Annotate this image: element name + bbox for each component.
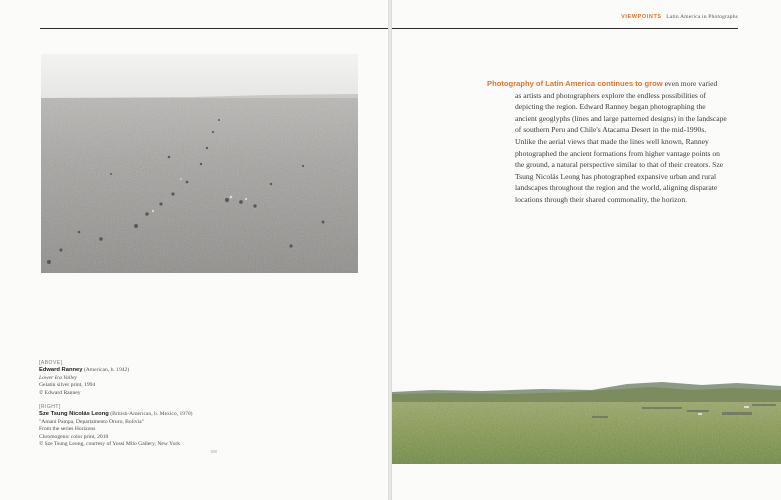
header-rule-left <box>40 28 388 29</box>
caption-label-above: [ABOVE] <box>39 360 63 366</box>
intro-line: photographed the ancient formations from higher vantage points on <box>515 148 720 158</box>
intro-line: ancient geoglyphs (lines and large patterned designs) in the landscape <box>515 113 727 123</box>
intro-line: even more varied <box>664 79 718 88</box>
intro-kicker: Photography of Latin America continues to grow <box>487 79 663 88</box>
caption-artist-above: Edward Ranney <box>39 367 83 374</box>
intro-line: Unlike the aerial views that made the lines well known, Ranney <box>515 136 709 146</box>
running-head-subject: Latin America in Photographs <box>666 14 738 20</box>
desert-landscape-photo <box>41 54 358 273</box>
intro-line: landscapes throughout the region and the world, aligning disparate <box>515 183 718 193</box>
intro-paragraph <box>487 78 741 206</box>
caption-artist-dates-above: (American, b. 1942) <box>83 367 130 374</box>
photo-captions <box>39 360 239 448</box>
caption-medium-above: Gelatin silver print, 1994 <box>39 382 96 389</box>
caption-artist-dates-right: (British-American, b. Mexico, 1970) <box>110 411 193 418</box>
desert-photo-drawing <box>41 54 358 273</box>
caption-credit-above: © Edward Ranney <box>39 389 81 396</box>
caption-title-right: "Amani Pampa, Departamento Oruro, Bolivia" <box>39 418 144 425</box>
intro-line: Tsung Nicolás Leong has photographed expansive urban and rural <box>515 171 717 181</box>
caption-artist-line-above <box>39 367 239 374</box>
running-head <box>621 14 738 20</box>
landscape-photo-drawing <box>392 380 781 464</box>
intro-line: the ground, a natural perspective similar to that of their creators. Sze <box>515 160 724 170</box>
caption-label-right: [RIGHT] <box>39 404 61 411</box>
caption-series-right: From the series Horizons <box>39 426 96 433</box>
intro-line: locations through their shared commonality, the horizon. <box>515 194 688 204</box>
header-rule-right <box>392 28 738 29</box>
caption-medium-right: Chromogenic color print, 2010 <box>39 433 109 440</box>
intro-line: of southern Peru and Chile's Atacama Desert in the mid-1990s. <box>515 125 707 135</box>
caption-credit-right: © Sze Tsung Leong, courtesy of Yossi Milo Gallery, New York <box>39 441 181 448</box>
page-number: 108 <box>210 449 217 454</box>
caption-title-above: Lower Ica Valley <box>39 374 77 381</box>
caption-artist-line-right <box>39 411 239 418</box>
intro-line-first <box>487 78 741 90</box>
running-head-section: VIEWPOINTS <box>621 14 662 20</box>
intro-line: as artists and photographers explore the endless possibilities of <box>515 90 707 100</box>
andean-plain-horizon-photo <box>392 380 781 464</box>
intro-line: depicting the region. Edward Ranney began photographing the <box>515 102 706 112</box>
caption-artist-right: Sze Tsung Nicolás Leong <box>39 411 109 418</box>
